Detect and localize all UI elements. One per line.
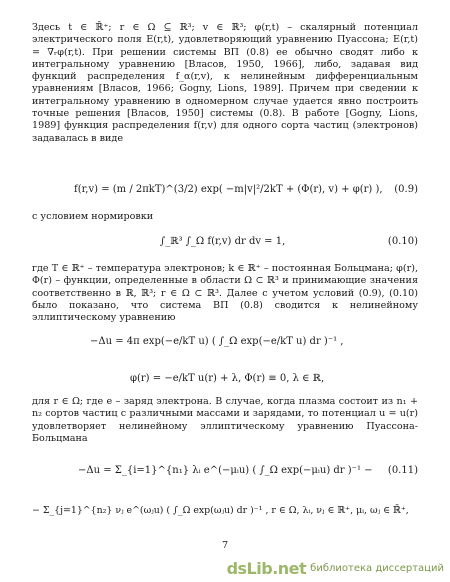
equation-elliptic-body: −Δu = 4π exp(−e/kT u) ( ∫_Ω exp(−e/kT u) dr )⁻¹ ,	[90, 336, 344, 347]
watermark-subtitle: библиотека диссертаций	[310, 563, 444, 574]
watermark-logo[interactable]: dsLib.net	[226, 559, 307, 578]
equation-potential-body: φ(r) = −e/kT u(r) + λ, Φ(r) ≡ 0, λ ∈ ℝ,	[130, 373, 325, 384]
page-number: 7	[221, 540, 229, 551]
equation-0-11-line1-body: −Δu = Σ_{i=1}^{n₁} λᵢ e^(−μᵢu) ( ∫_Ω exp(−μᵢu) dr )⁻¹ −	[78, 465, 373, 476]
paragraph-normalization: с условием нормировки	[32, 211, 154, 222]
watermark[interactable]	[227, 559, 444, 578]
equation-0-9-body: f(r,v) = (m / 2πkT)^(3/2) exp( −m|v|²/2kT + (Φ(r), v) + φ(r) ),	[74, 184, 383, 195]
paragraph-definitions: где T ∈ ℝ⁺ – температура электронов; k ∈ ℝ⁺ – постоянная Больцмана; φ(r), Φ(r) – функции, определенные в области Ω ⊂ ℝ³ и принимающие значения соответственно в ℝ, ℝ³; r ∈ Ω ⊂ ℝ³. Далее с учетом условий (0.9), (0.10) было показано, что система ВП (0.8) сводится к нелинейному эллиптическому уравнению	[32, 263, 418, 324]
equation-0-11-line2-body: − Σ_{j=1}^{n₂} νⱼ e^(ωⱼu) ( ∫_Ω exp(ωⱼu) dr )⁻¹ , r ∈ Ω, λᵢ, νⱼ ∈ ℝ⁺, μᵢ, ωⱼ ∈ ℝ̄⁺,	[32, 505, 409, 516]
equation-0-9-number: (0.9)	[394, 184, 418, 195]
equation-0-10-body: ∫_ℝ³ ∫_Ω f(r,v) dr dv = 1,	[160, 236, 286, 247]
paragraph-plasma: для r ∈ Ω; где e – заряд электрона. В случае, когда плазма состоит из n₁ + n₂ сортов частиц с различными массами и зарядами, то потенциал u = u(r) удовлетворяет нелинейному эллиптическому уравнению Пуассона-Больцмана	[32, 396, 418, 444]
paragraph-intro: Здесь t ∈ ℝ̄⁺; r ∈ Ω ⊆ ℝ³; v ∈ ℝ³; φ(r,t) – скалярный потенциал электрического поля E(r,t), удовлетворяющий уравнению Пуассона; E(r,t) = ∇ᵣφ(r,t). При решении системы ВП (0.8) ее обычно сводят либо к интегральному уравнению [Власов, 1950, 1966], либо, задавая вид функций распределения f_α(r,v), к нелинейным дифференциальным уравнениям [Власов, 1966; Gogny, Lions, 1989]. Причем при сведении к интегральному уравнению в одномерном случае удается явно построить точные решения [Власов, 1950] системы (0.8). В работе [Gogny, Lions, 1989] функция распределения f(r,v) для одного сорта частиц (электронов) задавалась в виде	[32, 22, 418, 144]
equation-0-11-number: (0.11)	[387, 465, 418, 476]
equation-0-10-number: (0.10)	[387, 236, 418, 247]
